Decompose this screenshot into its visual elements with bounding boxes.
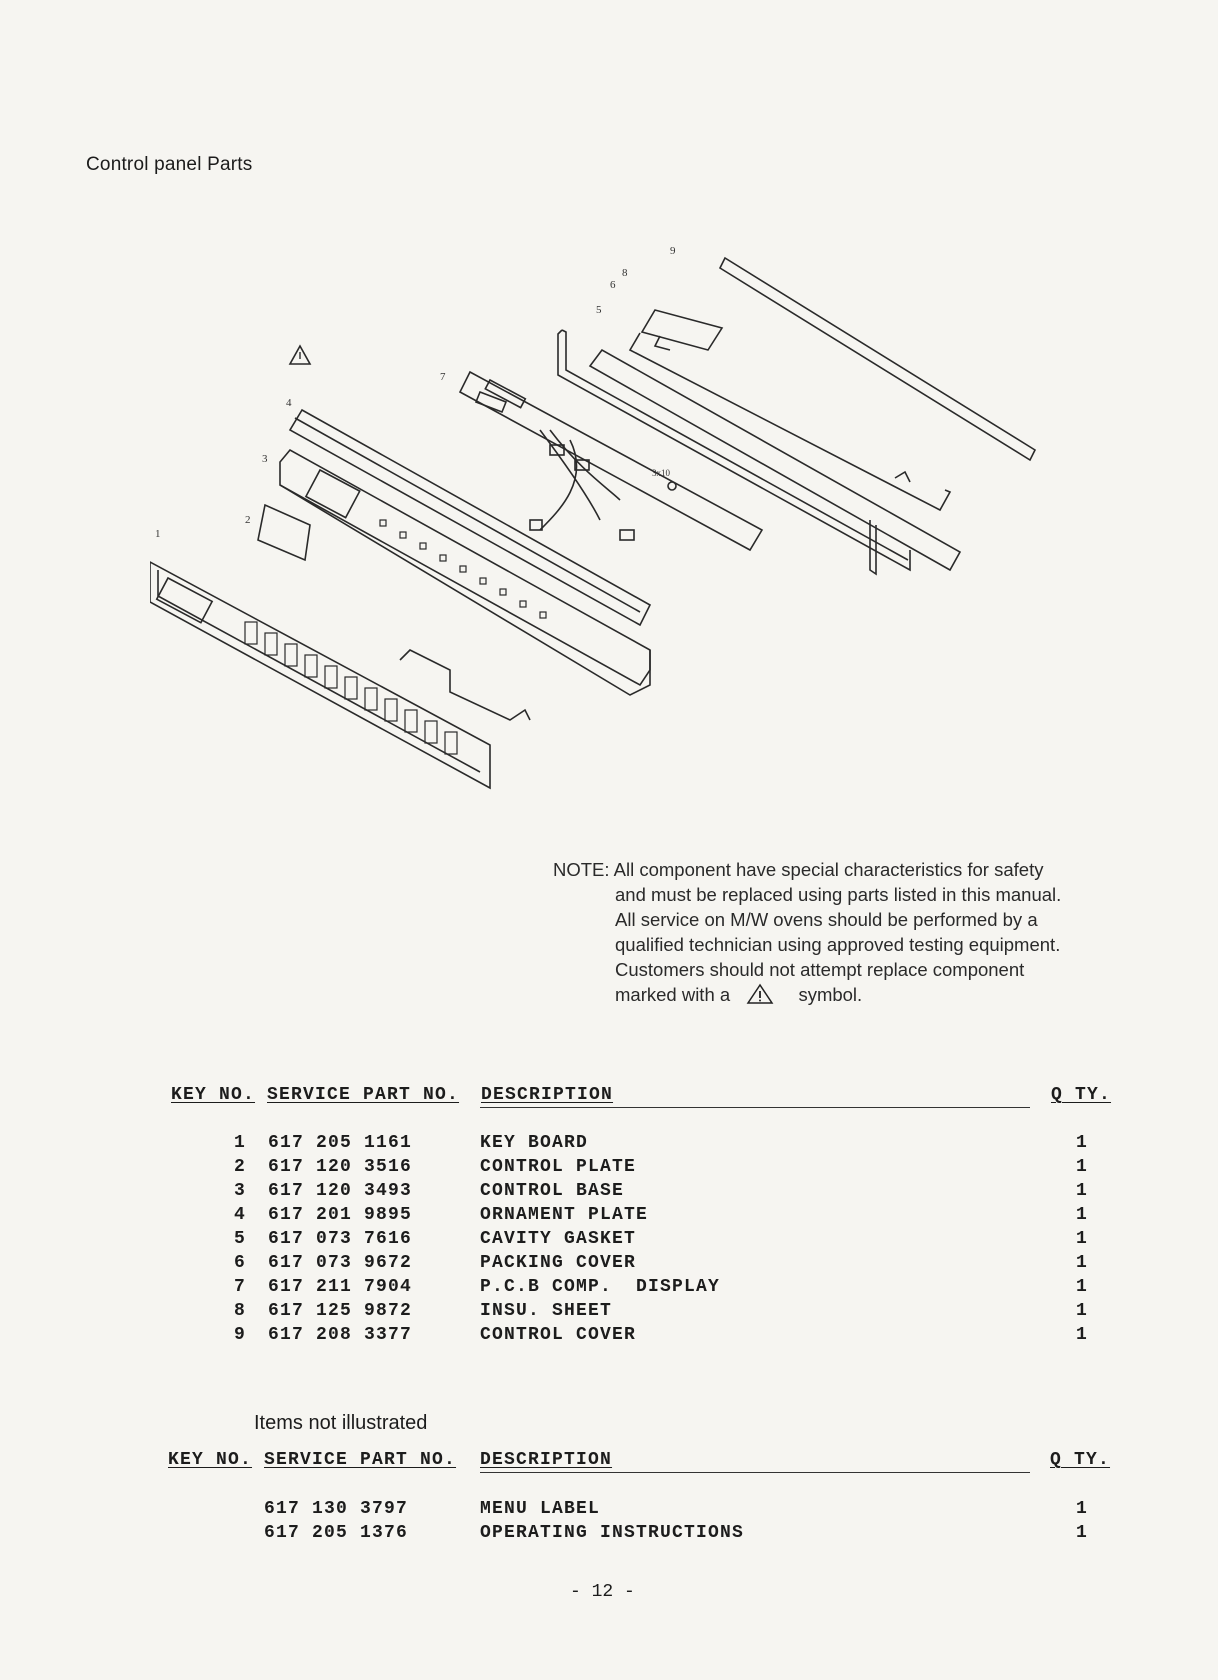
callout-7: 7 [440,371,446,383]
header-qty: Q TY. [1050,1450,1111,1470]
header-key-no: KEY NO. [171,1085,256,1105]
row-qty: 1 [1076,1157,1089,1177]
row-description: CONTROL PLATE [480,1157,637,1177]
table-row [222,1301,1102,1325]
row-part-no: 617 205 1161 [268,1133,413,1153]
callout-8: 8 [622,267,628,279]
row-part-no: 617 120 3516 [268,1157,413,1177]
note-line-last [553,982,1113,1007]
row-description: P.C.B COMP. DISPLAY [480,1277,721,1297]
callout-6: 6 [610,279,616,291]
table-row [222,1205,1102,1229]
callout-9: 9 [670,245,676,257]
control-cover-part [720,258,1035,460]
row-qty: 1 [1076,1229,1089,1249]
row-part-no: 617 201 9895 [268,1205,413,1225]
row-part-no: 617 125 9872 [268,1301,413,1321]
header-qty: Q TY. [1051,1085,1112,1105]
row-part-no: 617 208 3377 [268,1325,413,1345]
row-qty: 1 [1076,1277,1089,1297]
row-qty: 1 [1076,1523,1089,1543]
row-description: PACKING COVER [480,1253,637,1273]
row-part-no: 617 205 1376 [264,1523,409,1543]
note-line: Customers should not attempt replace component [615,959,1025,980]
note-line: All service on M/W ovens should be performed by a [615,909,1038,930]
row-part-no: 617 120 3493 [268,1181,413,1201]
note-line: qualified technician using approved testing equipment. [615,934,1061,955]
note-symbol: symbol. [798,984,863,1005]
note-marked-with: marked with a [615,984,731,1005]
safety-note [553,857,1113,1007]
control-base-part [280,450,650,685]
caution-triangle-icon [745,983,775,1005]
table-row [222,1277,1102,1301]
row-description: CONTROL COVER [480,1325,637,1345]
header-service-part-no: SERVICE PART NO. [264,1450,457,1470]
row-part-no: 617 073 9672 [268,1253,413,1273]
row-key: 3 [233,1181,246,1201]
callout-2: 2 [245,514,251,526]
row-part-no: 617 130 3797 [264,1499,409,1519]
table-row [222,1229,1102,1253]
note-line: and must be replaced using parts listed in this manual. [615,884,1062,905]
callout-1: 1 [155,528,161,540]
table-row [222,1133,1102,1157]
page-number: - 12 - [570,1582,635,1602]
row-key: 5 [233,1229,246,1249]
ribbon-cable [400,650,530,720]
row-qty: 1 [1076,1181,1089,1201]
row-key: 9 [233,1325,246,1345]
header-description: DESCRIPTION [480,1450,613,1470]
caution-triangle-icon [290,346,310,364]
row-key: 1 [233,1133,246,1153]
not-illustrated-table [222,1499,1102,1547]
callout-4: 4 [286,397,292,409]
row-key: 6 [233,1253,246,1273]
row-description: ORNAMENT PLATE [480,1205,649,1225]
row-key: 4 [233,1205,246,1225]
exploded-parts-diagram [150,240,1050,840]
header-rule [480,1472,1030,1473]
header-rule [480,1107,1030,1108]
table-row [222,1253,1102,1277]
insu-sheet-part [642,310,722,350]
table-row [222,1181,1102,1205]
row-description: CAVITY GASKET [480,1229,637,1249]
subsection-title: Items not illustrated [254,1412,428,1434]
row-description: MENU LABEL [480,1499,601,1519]
header-description: DESCRIPTION [481,1085,614,1105]
control-plate-part [258,505,310,560]
row-description: KEY BOARD [480,1133,589,1153]
row-qty: 1 [1076,1499,1089,1519]
row-key: 8 [233,1301,246,1321]
row-description: OPERATING INSTRUCTIONS [480,1523,745,1543]
table-row [222,1499,1102,1523]
callout-3: 3 [262,453,268,465]
page-title: Control panel Parts [86,154,253,175]
row-part-no: 617 073 7616 [268,1229,413,1249]
table-row [222,1325,1102,1349]
row-qty: 1 [1076,1301,1089,1321]
row-qty: 1 [1076,1325,1089,1345]
row-key: 7 [233,1277,246,1297]
screw-size-label: 3x10 [652,468,670,478]
row-description: CONTROL BASE [480,1181,625,1201]
table-row [222,1157,1102,1181]
packing-cover-part [630,333,950,510]
note-line: NOTE: All component have special characteristics for safety [553,859,1044,880]
row-description: INSU. SHEET [480,1301,613,1321]
table-row [222,1523,1102,1547]
row-qty: 1 [1076,1133,1089,1153]
row-key: 2 [233,1157,246,1177]
callout-5: 5 [596,304,602,316]
row-part-no: 617 211 7904 [268,1277,413,1297]
header-key-no: KEY NO. [168,1450,253,1470]
header-service-part-no: SERVICE PART NO. [267,1085,460,1105]
row-qty: 1 [1076,1205,1089,1225]
parts-table [222,1133,1102,1349]
row-qty: 1 [1076,1253,1089,1273]
